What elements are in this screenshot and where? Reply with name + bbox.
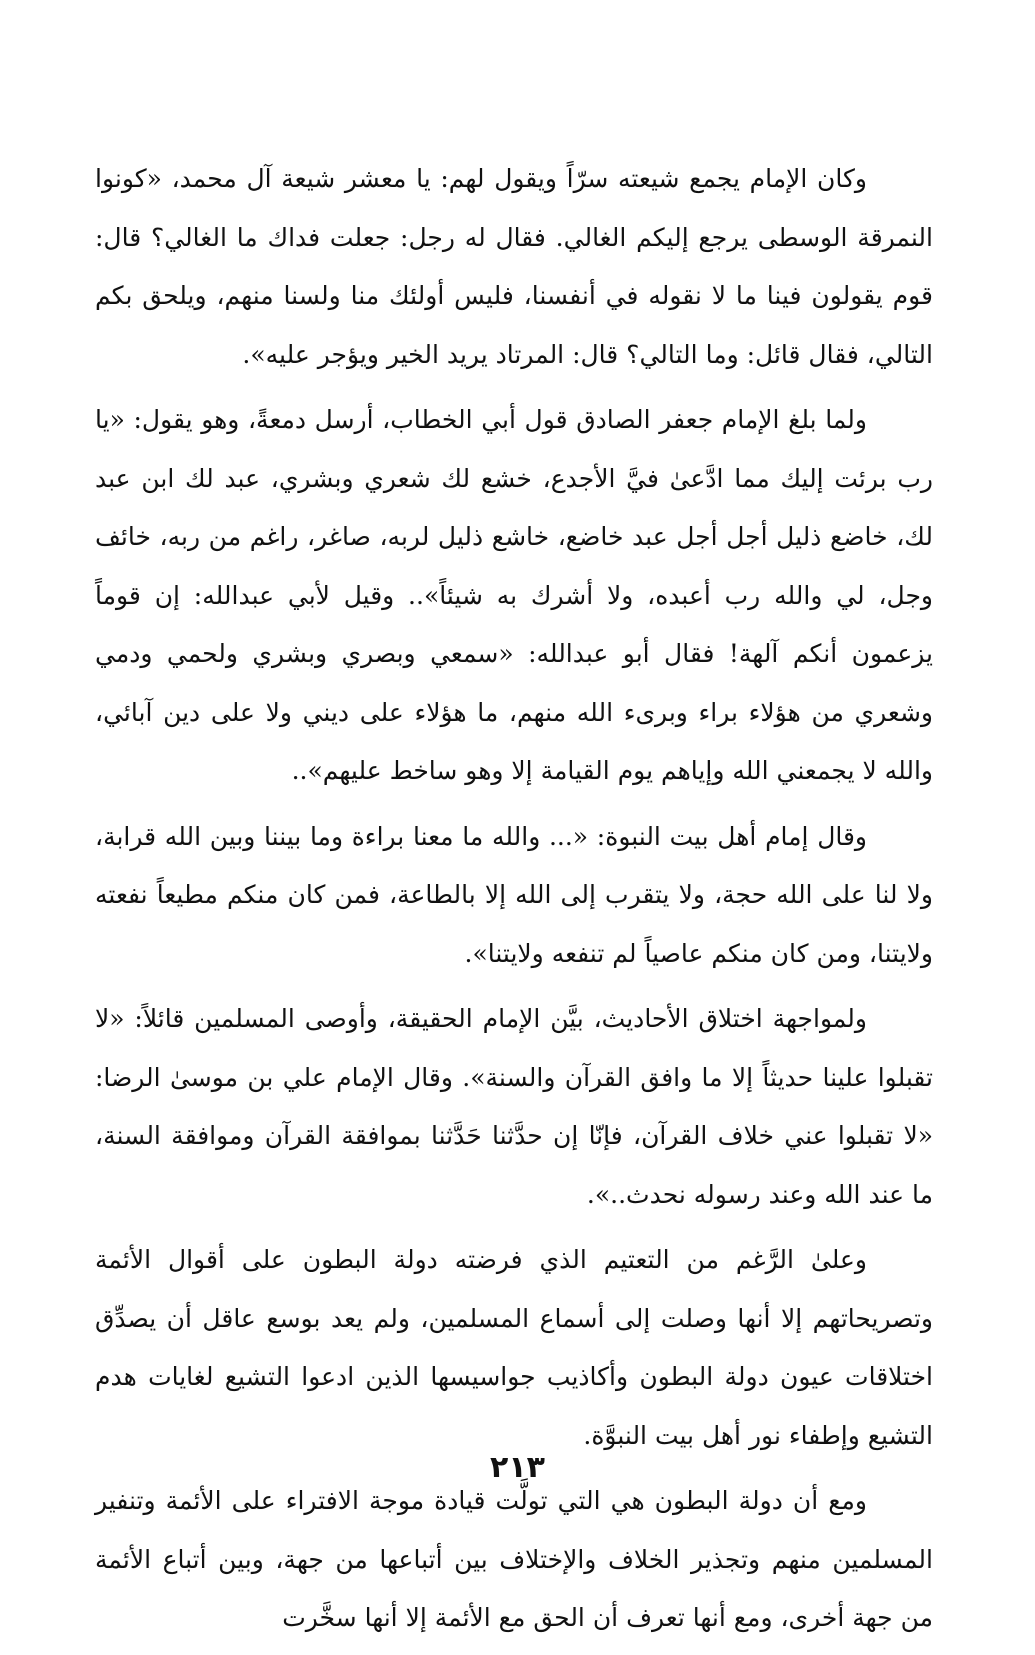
paragraph-6: ومع أن دولة البطون هي التي تولَّت قيادة موجة الافتراء على الأئمة وتنفير المسلمين منهم وتجذير الخلاف والإختلاف بين أتباعها من جهة، وبين أتباع الأئمة من جهة أخرى، ومع أنها تعرف أن الحق مع الأئمة إلا أنها سخَّرت [95, 1486, 933, 1632]
paragraph-1: وكان الإمام يجمع شيعته سرّاً ويقول لهم: يا معشر شيعة آل محمد، «كونوا النمرقة الوسطى يرجع إليكم الغالي. فقال له رجل: جعلت فداك ما الغالي؟ قال: قوم يقولون فينا ما لا نقوله في أنفسنا، فليس أولئك منا ولسنا منهم، ويلحق بكم التالي، فقال قائل: وما التالي؟ قال: المرتاد يريد الخير ويؤجر عليه». [95, 164, 933, 369]
page-number: ٢١٣ [490, 1450, 545, 1485]
paragraph-4: ولمواجهة اختلاق الأحاديث، بيَّن الإمام الحقيقة، وأوصى المسلمين قائلاً: «لا تقبلوا علينا حديثاً إلا ما وافق القرآن والسنة». وقال الإمام علي بن موسىٰ الرضا: «لا تقبلوا عني خلاف القرآن، فإنّا إن حدَّثنا حَدَّثنا بموافقة القرآن وموافقة السنة، ما عند الله وعند رسوله نحدث..». [95, 1004, 933, 1209]
body-text [95, 150, 933, 1655]
paragraph-5: وعلىٰ الرَّغم من التعتيم الذي فرضته دولة البطون على أقوال الأئمة وتصريحاتهم إلا أنها وصلت إلى أسماع المسلمين، ولم يعد بوسع عاقل أن يصدِّق اختلاقات عيون دولة البطون وأكاذيب جواسيسها الذين ادعوا التشيع لغايات هدم التشيع وإطفاء نور أهل بيت النبوَّة. [95, 1245, 933, 1450]
paragraph-3: وقال إمام أهل بيت النبوة: «... والله ما معنا براءة وما بيننا وبين الله قرابة، ولا لنا على الله حجة، ولا يتقرب إلى الله إلا بالطاعة، فمن كان منكم مطيعاً نفعته ولايتنا، ومن كان منكم عاصياً لم تنفعه ولايتنا». [95, 821, 933, 968]
paragraph-2: ولما بلغ الإمام جعفر الصادق قول أبي الخطاب، أرسل دمعةً، وهو يقول: «يا رب برئت إليك مما ادَّعىٰ فيَّ الأجدع، خشع لك شعري وبشري، عبد لك ابن عبد لك، خاضع ذليل أجل أجل عبد خاضع، خاشع ذليل لربه، صاغر، راغم من ربه، خائف وجل، لي والله رب أعبده، ولا أشرك به شيئاً».. وقيل لأبي عبدالله: إن قوماً يزعمون أنكم آلهة! فقال أبو عبدالله: «سمعي وبصري وبشري ولحمي ودمي وشعري من هؤلاء براء وبرىء الله منهم، ما هؤلاء على ديني ولا على دين آبائي، والله لا يجمعني الله وإياهم يوم القيامة إلا وهو ساخط عليهم».. [95, 405, 934, 785]
